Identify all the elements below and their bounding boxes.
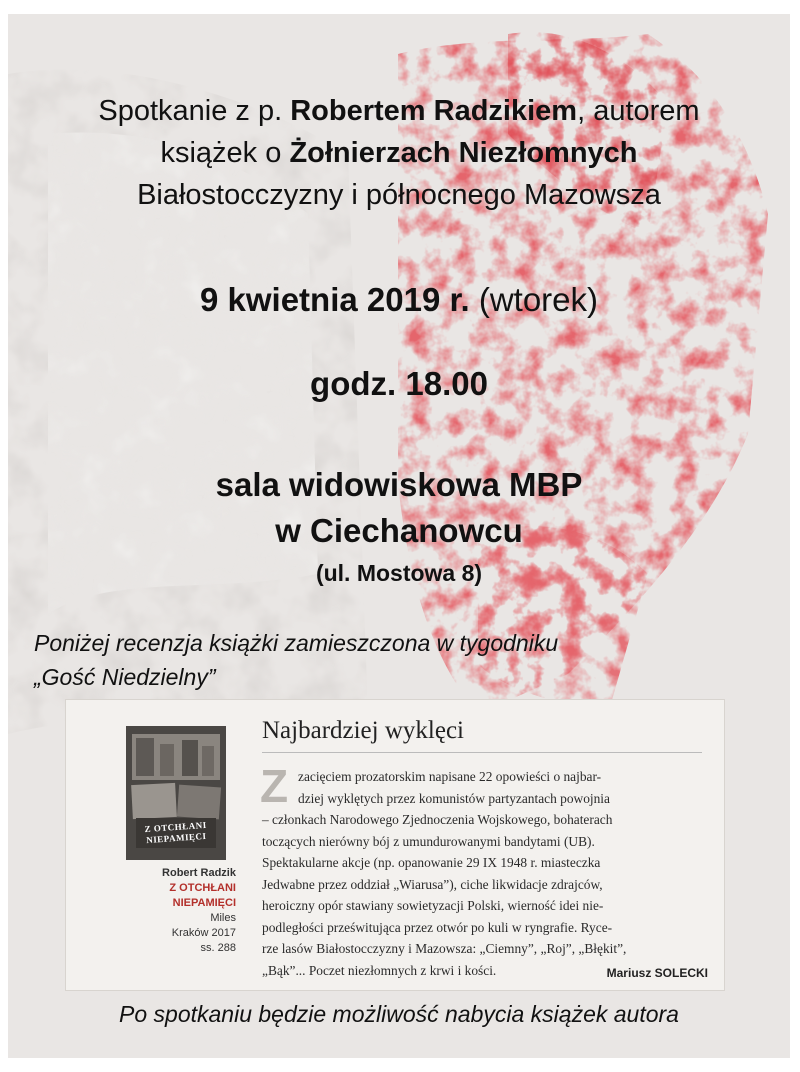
poster-content (8, 14, 790, 1058)
intro-text (8, 90, 790, 216)
clipping-heading: Najbardziej wyklęci (262, 717, 464, 744)
book-info (106, 866, 236, 956)
event-address: (ul. Mostowa 8) (315, 560, 483, 586)
clipping-line: podległości prześwitująca przez otwór po kuli w ryngrafie. Ryce- (262, 919, 613, 935)
review-note-line-1: Poniżej recenzja książki zamieszczona w tygodniku (34, 630, 559, 656)
clipping-line: dziej wyklętych przez komunistów partyzantach powojnia (298, 790, 610, 806)
cover-title-line-1: Z OTCHŁANI (144, 819, 207, 835)
clipping-line: Spektakularne akcje (np. opanowanie 29 IX 1948 r. miasteczka (262, 855, 601, 870)
review-note-line-2: „Gość Niedzielny” (34, 664, 216, 690)
intro-line-1-pre: Spotkanie z p. (98, 95, 291, 127)
venue-line-2: w Ciechanowcu (275, 512, 523, 549)
book-author: Robert Radzik (162, 867, 236, 879)
book-place-year: Kraków 2017 (171, 927, 236, 939)
clipping-rule (262, 752, 702, 753)
intro-line-3: Białostocczyzny i północnego Mazowsza (137, 179, 661, 211)
venue-line-1: sala widowiskowa MBP (215, 466, 583, 503)
book-publisher: Miles (210, 912, 236, 924)
cover-title-line-2: NIEPAMIĘCI (145, 830, 207, 846)
intro-line-2 (8, 132, 790, 174)
clipping-line: „Bąk”... Poczet niezłomnych z krwi i kości. (262, 962, 497, 978)
footer-note: Po spotkaniu będzie możliwość nabycia książek autora (119, 1001, 679, 1027)
book-title: Z OTCHŁANI NIEPAMIĘCI (169, 882, 236, 909)
event-date (8, 280, 790, 320)
clipping-line: toczących nierówny bój z umundurowanymi bandytami (UB). (262, 833, 595, 849)
book-cover-image (126, 726, 226, 860)
book-topic: Żołnierzach Niezłomnych (289, 137, 638, 169)
event-venue (8, 462, 790, 554)
clipping-signature: Mariusz SOLECKI (606, 966, 708, 980)
clipping-dropcap: Z (260, 760, 289, 812)
clipping-body (260, 760, 714, 981)
review-note (34, 626, 774, 694)
clipping-line: heroiczny opór stawiany sowietyzacji Polski, wierność idei nie- (262, 898, 604, 913)
event-time: godz. 18.00 (310, 365, 488, 402)
poster (8, 14, 790, 1058)
clipping-line: zacięciem prozatorskim napisane 22 opowieści o najbar- (298, 769, 602, 784)
event-date-bold: 9 kwietnia 2019 r. (199, 281, 470, 318)
intro-line-1-post: , autorem (577, 95, 700, 127)
clipping-line: Jedwabne przez oddział „Wiarusa”), ciche likwidacje zdrajców, (262, 876, 603, 892)
newspaper-clipping (66, 700, 724, 990)
author-name: Robertem Radzikiem (290, 95, 578, 127)
event-weekday: (wtorek) (469, 281, 598, 318)
intro-line-2-pre: książek o (160, 137, 290, 169)
intro-line-1 (8, 90, 790, 132)
clipping-line: – członkach Narodowego Zjednoczenia Wojskowego, bohaterach (262, 812, 613, 827)
clipping-line: rze lasów Białostocczyzny i Mazowsza: „Ciemny”, „Roj”, „Błękit”, (262, 941, 627, 956)
book-pages: ss. 288 (200, 942, 236, 954)
